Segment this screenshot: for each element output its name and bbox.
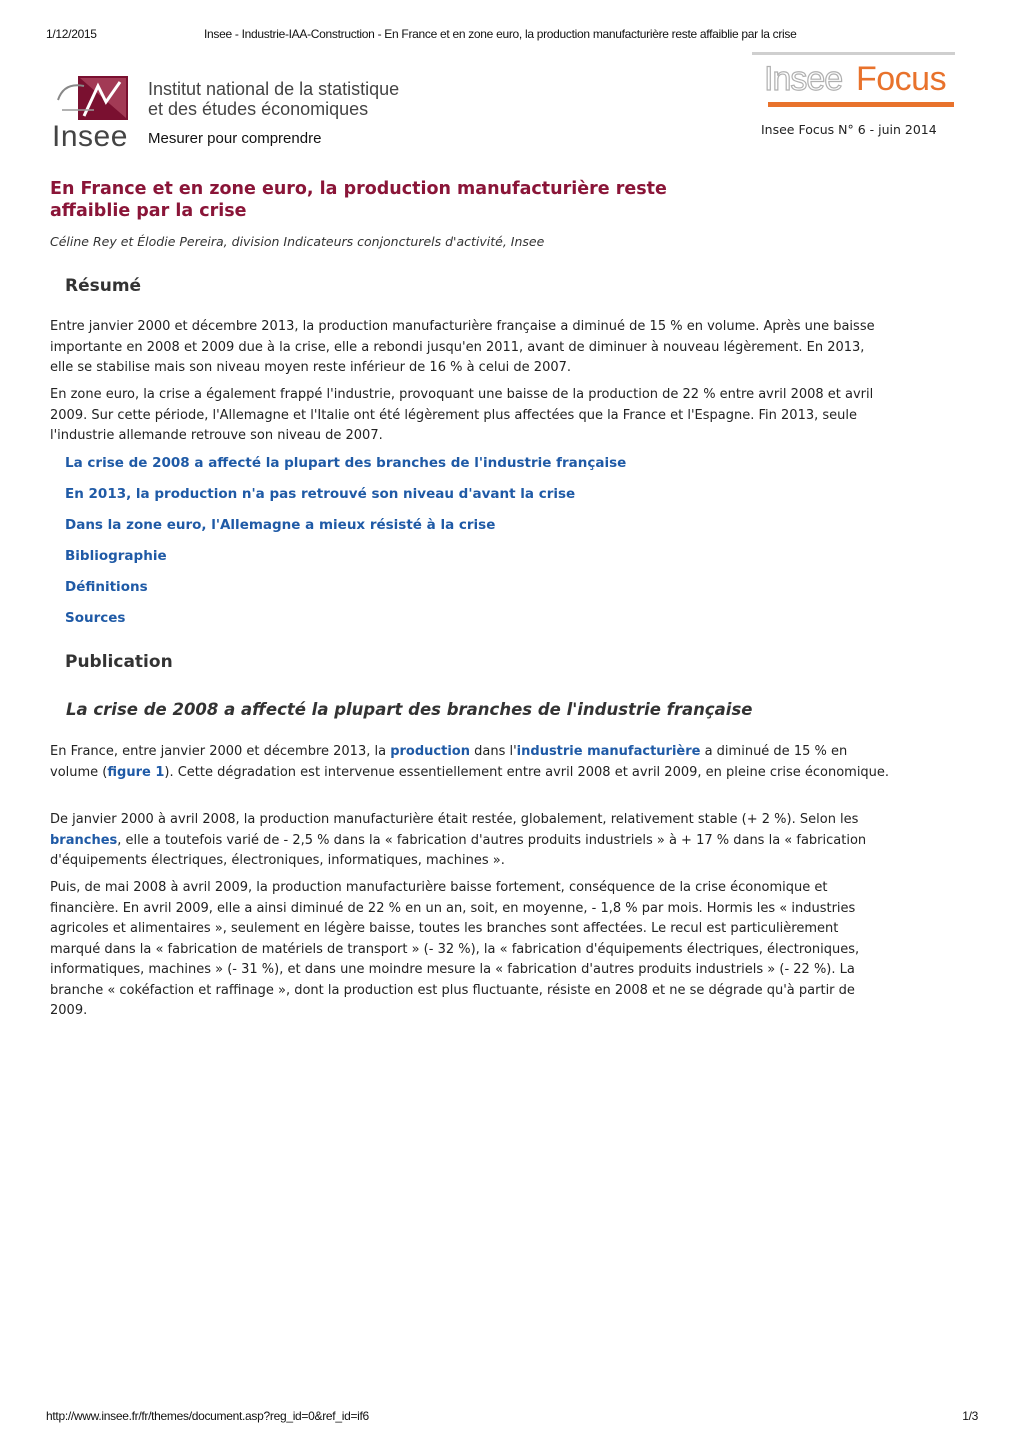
print-page-number: 1/3	[962, 1409, 978, 1423]
p1-text-3: a diminué de 15 % en volume (	[50, 744, 848, 780]
resume-heading: Résumé	[65, 276, 142, 296]
link-production[interactable]: production	[390, 744, 470, 759]
print-page-title: Insee - Industrie-IAA-Construction - En France et en zone euro, la production manufacturière reste affaiblie par la crise	[204, 27, 797, 41]
p1-text-2: dans l'	[469, 744, 517, 759]
institute-name-line1: Institut national de la statistique	[148, 79, 400, 99]
publication-subheading: La crise de 2008 a affecté la plupart des branches de l'industrie française	[66, 700, 753, 719]
toc-link-bibliographie[interactable]: Bibliographie	[65, 548, 167, 564]
publication-paragraph-2	[50, 810, 890, 872]
p2-text-1: De janvier 2000 à avril 2008, la production manufacturière était restée, globalement, relativement stable (+ 2 %). Selon les	[50, 812, 859, 827]
article-title: En France et en zone euro, la production manufacturière reste affaiblie par la crise	[50, 179, 667, 221]
insee-logo-block[interactable]	[52, 70, 452, 160]
print-date: 1/12/2015	[46, 27, 97, 41]
resume-paragraph-1: Entre janvier 2000 et décembre 2013, la production manufacturière française a diminué de 15 % en volume. Après une baisse importante en 2008 et 2009 due à la crise, elle a rebondi jusqu'en 2011, avant de diminuer à nouveau légèrement. En 2013, elle se stabilise mais son niveau moyen reste inférieur de 16 % à celui de 2007.	[50, 319, 875, 375]
institute-tagline: Mesurer pour comprendre	[148, 130, 322, 147]
table-of-contents	[65, 455, 626, 641]
focus-logo-insee: Insee	[764, 60, 843, 98]
focus-issue-label: Insee Focus N° 6 - juin 2014	[761, 122, 937, 137]
institute-name-line2: et des études économiques	[148, 99, 369, 119]
toc-link-zone-euro[interactable]: Dans la zone euro, l'Allemagne a mieux résisté à la crise	[65, 517, 496, 533]
print-url: http://www.insee.fr/fr/themes/document.asp?reg_id=0&ref_id=if6	[46, 1409, 369, 1423]
link-industrie-manufacturiere[interactable]: industrie manufacturière	[516, 744, 701, 759]
toc-link-crise-2008[interactable]: La crise de 2008 a affecté la plupart des branches de l'industrie française	[65, 455, 627, 471]
publication-heading: Publication	[65, 652, 173, 672]
article-authors: Céline Rey et Élodie Pereira, division Indicateurs conjoncturels d'activité, Insee	[50, 234, 545, 249]
focus-logo-bar	[768, 102, 954, 107]
focus-logo-focus: Focus	[856, 60, 947, 98]
insee-logo-icon	[54, 72, 132, 126]
p1-text-4: ). Cette dégradation est intervenue essentiellement entre avril 2008 et avril 2009, en pleine crise économique.	[164, 764, 890, 780]
focus-divider	[752, 52, 955, 55]
insee-wordmark: Insee	[52, 120, 128, 153]
p2-text-2: , elle a toutefois varié de - 2,5 % dans la « fabrication d'autres produits industriels » à + 17 % dans la « fabrication d'équipements électriques, électroniques, informatiques, machines ».	[50, 832, 867, 868]
link-branches[interactable]: branches	[50, 832, 118, 848]
resume-paragraph-2: En zone euro, la crise a également frappé l'industrie, provoquant une baisse de la production de 22 % entre avril 2008 et avril 2009. Sur cette période, l'Allemagne et l'Italie ont été légèrement plus affectées que la France et l'Espagne. Fin 2013, seule l'industrie allemande retrouve son niveau de 2007.	[50, 387, 874, 443]
publication-paragraph-3: Puis, de mai 2008 à avril 2009, la production manufacturière baisse fortement, conséquence de la crise économique et financière. En avril 2009, elle a ainsi diminué de 22 % en un an, soit, en moyenne, - 1,8 % par mois. Hormis les « industries agricoles et alimentaires », seulement en légère baisse, toutes les branches sont affectées. Le recul est particulièrement marqué dans la « fabrication de matériels de transport » (- 32 %), la « fabrication d'équipements électriques, électroniques, informatiques, machines » (- 31 %), et dans une moindre mesure la « fabrication d'autres produits industriels » (- 22 %). La branche « cokéfaction et raffinage », dont la production est plus fluctuante, résiste en 2008 et ne se dégrade qu'à partir de 2009.	[50, 880, 860, 1018]
toc-link-definitions[interactable]: Définitions	[65, 579, 148, 595]
p1-text-1: En France, entre janvier 2000 et décembre 2013, la	[50, 744, 391, 759]
insee-focus-logo	[764, 60, 954, 104]
insee-focus-block	[752, 52, 955, 142]
link-figure-1[interactable]: figure 1	[107, 764, 165, 780]
toc-link-2013[interactable]: En 2013, la production n'a pas retrouvé son niveau d'avant la crise	[65, 486, 576, 502]
publication-paragraph-1	[50, 742, 890, 783]
toc-link-sources[interactable]: Sources	[65, 610, 126, 626]
